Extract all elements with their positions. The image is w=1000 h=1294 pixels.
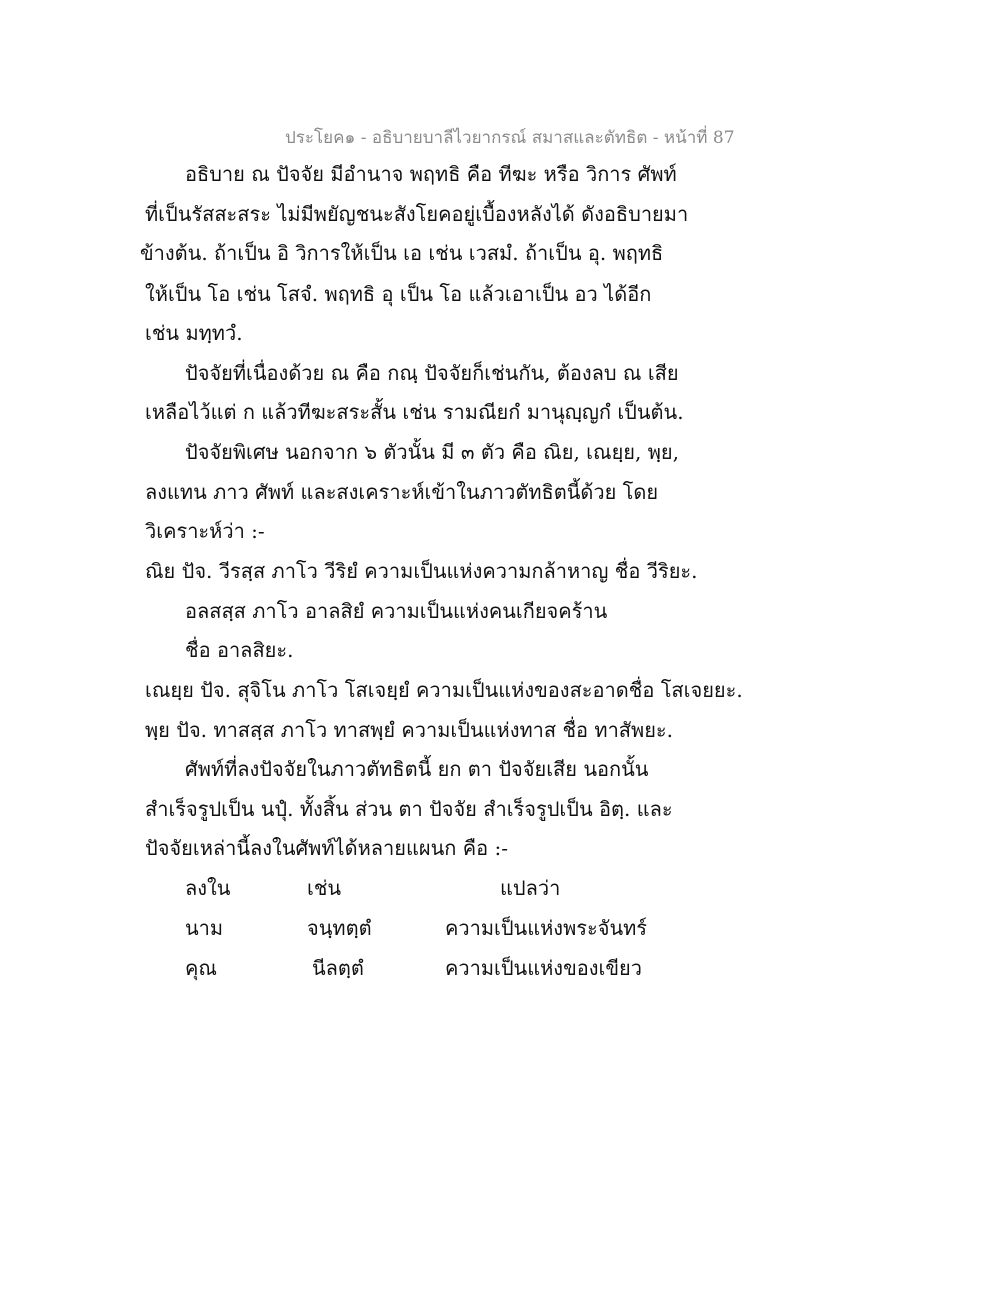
table-header-cell: ลงใน — [185, 876, 231, 900]
table-header-cell: แปลว่า — [500, 876, 561, 900]
body-line: ชื่อ อาลสิยะ. — [185, 638, 294, 662]
body-line: ลงแทน ภาว ศัพท์ และสงเคราะห์เข้าในภาวตัทธิตนี้ด้วย โดย — [145, 480, 659, 504]
body-line: อลสสฺส ภาโว อาลสิยํ ความเป็นแห่งคนเกียจคร้าน — [185, 599, 608, 623]
body-line: วิเคราะห์ว่า :- — [145, 519, 265, 543]
table-cell: ความเป็นแห่งของเขียว — [445, 956, 642, 980]
body-line: เหลือไว้แต่ ก แล้วทีฆะสระสั้น เช่น รามณียกํ มานุญฺญกํ เป็นต้น. — [145, 400, 684, 424]
body-line: ที่เป็นรัสสะสระ ไม่มีพยัญชนะสังโยคอยู่เบื้องหลังได้ ดังอธิบายมา — [145, 202, 689, 226]
body-line: ปัจจัยพิเศษ นอกจาก ๖ ตัวนั้น มี ๓ ตัว คือ ณิย, เณยฺย, พฺย, — [185, 440, 679, 464]
body-line: ณิย ปัจ. วีรสฺส ภาโว วีริยํ ความเป็นแห่งความกล้าหาญ ชื่อ วีริยะ. — [145, 559, 698, 583]
body-line: อธิบาย ณ ปัจจัย มีอำนาจ พฤทธิ คือ ทีฆะ หรือ วิการ ศัพท์ — [185, 162, 677, 186]
table-header-cell: เช่น — [307, 876, 342, 900]
table-cell: ความเป็นแห่งพระจันทร์ — [445, 916, 648, 940]
body-line: ศัพท์ที่ลงปัจจัยในภาวตัทธิตนี้ ยก ตา ปัจจัยเสีย นอกนั้น — [185, 757, 649, 781]
table-cell: นาม — [185, 916, 224, 940]
table-cell: จนฺทตฺตํ — [307, 916, 372, 940]
body-line: สำเร็จรูปเป็น นปุํ. ทั้งสิ้น ส่วน ตา ปัจจัย สำเร็จรูปเป็น อิตฺ. และ — [145, 797, 673, 821]
body-line: ให้เป็น โอ เช่น โสจํ. พฤทธิ อุ เป็น โอ แล้วเอาเป็น อว ได้อีก — [145, 282, 652, 306]
body-line: เณยฺย ปัจ. สุจิโน ภาโว โสเจยฺยํ ความเป็นแห่งของสะอาดชื่อ โสเจยยะ. — [145, 678, 743, 702]
body-line: ปัจจัยที่เนื่องด้วย ณ คือ กณฺ ปัจจัยก็เช่นกัน, ต้องลบ ณ เสีย — [185, 361, 679, 385]
running-header: ประโยค๑ - อธิบายบาลีไวยากรณ์ สมาสและตัทธิต - หน้าที่ 87 — [285, 128, 735, 148]
table-cell: คุณ — [185, 956, 217, 980]
body-line: เช่น มทฺทวํ. — [145, 321, 243, 345]
body-line: ข้างต้น. ถ้าเป็น อิ วิการให้เป็น เอ เช่น เวสมํ. ถ้าเป็น อุ. พฤทธิ — [140, 241, 664, 265]
body-line: พฺย ปัจ. ทาสสฺส ภาโว ทาสพฺยํ ความเป็นแห่งทาส ชื่อ ทาสัพยะ. — [145, 718, 674, 742]
body-line: ปัจจัยเหล่านี้ลงในศัพท์ได้หลายแผนก คือ :- — [145, 836, 508, 860]
table-cell: นีลตฺตํ — [312, 956, 364, 980]
